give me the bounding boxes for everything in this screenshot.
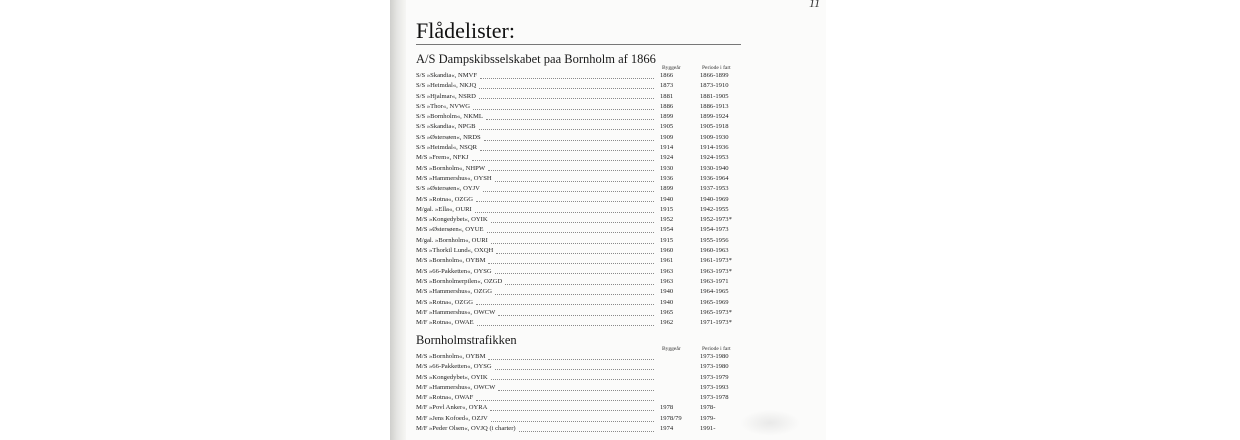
table-row — [416, 287, 746, 297]
build-year: 1936 — [660, 174, 674, 182]
service-period: 1866-1899 — [700, 72, 729, 79]
service-period: 1964-1965 — [700, 288, 729, 296]
ship-cell — [416, 403, 660, 413]
service-period: 1965-1969 — [700, 298, 729, 306]
scanned-page — [390, 0, 826, 440]
table-row — [416, 246, 746, 256]
service-period: 1937-1953 — [700, 185, 729, 193]
service-period: 1881-1905 — [700, 92, 729, 100]
service-period: 1936-1964 — [700, 174, 729, 182]
page-gutter-shadow — [390, 0, 406, 440]
column-header-period-2: Periode i fart — [702, 346, 731, 352]
dot-leader — [491, 221, 654, 223]
dot-leader — [498, 314, 654, 316]
ship-name: S/S »Hjalmar«, NSRD — [416, 92, 476, 100]
dot-leader — [483, 190, 654, 192]
ship-name: S/S »Thor«, NVWG — [416, 102, 471, 110]
ship-cell — [416, 318, 660, 328]
table-row — [416, 393, 746, 403]
ship-name: M/S »Frem«, NFKJ — [416, 154, 469, 162]
service-period: 1899-1924 — [700, 113, 729, 121]
table-row — [416, 383, 746, 393]
ship-name: M/S »Bornholmerpilen«, OZGD — [416, 277, 503, 285]
dot-leader — [480, 77, 654, 79]
dot-leader — [472, 159, 654, 161]
paper-smudge — [740, 410, 800, 436]
dot-leader — [495, 293, 654, 295]
build-year: 1963 — [660, 277, 674, 285]
ship-name: M/gal. »Bornholm«, OURI — [416, 236, 488, 244]
ship-cell — [416, 424, 660, 434]
ship-cell — [416, 383, 660, 393]
build-year: 1866 — [660, 72, 674, 79]
ship-cell — [416, 174, 660, 184]
service-period: 1909-1930 — [700, 133, 729, 141]
service-period: 1963-1971 — [700, 277, 729, 285]
ship-cell — [416, 373, 660, 383]
ship-cell — [416, 92, 660, 102]
ship-name: M/S »Bornholm«, NHPW — [416, 164, 486, 172]
ship-name: M/F »Hammershus«, OWCW — [416, 383, 496, 391]
ship-cell — [416, 143, 660, 153]
dot-leader — [479, 97, 654, 99]
service-period: 1954-1973 — [700, 226, 729, 234]
page-title: Flådelister: — [416, 18, 515, 43]
ship-name: S/S »Bornholm«, NKML — [416, 113, 483, 121]
ship-cell — [416, 236, 660, 246]
table-row — [416, 403, 746, 413]
table-row — [416, 205, 746, 215]
build-year: 1909 — [660, 133, 674, 141]
ship-cell — [416, 267, 660, 277]
dot-leader — [479, 128, 654, 130]
dot-leader — [491, 420, 654, 422]
service-period: 1991- — [700, 425, 716, 433]
service-period: 1973-1980 — [700, 353, 729, 360]
service-period: 1960-1963 — [700, 247, 729, 255]
ship-cell — [416, 81, 660, 91]
table-row — [416, 195, 746, 205]
ship-cell — [416, 393, 660, 403]
build-year: 1978/79 — [660, 414, 682, 422]
ship-cell — [416, 225, 660, 235]
table-row — [416, 215, 746, 225]
build-year: 1965 — [660, 308, 674, 316]
ship-cell — [416, 164, 660, 174]
build-year: 1915 — [660, 236, 674, 244]
dot-leader — [477, 324, 654, 326]
table-row — [416, 352, 746, 362]
fleet-table-bornholmstrafikken — [416, 352, 746, 434]
dot-leader — [487, 231, 654, 233]
dot-leader — [480, 149, 654, 151]
ship-name: M/S »Hammershus«, OYSH — [416, 174, 492, 182]
build-year: 1899 — [660, 113, 674, 121]
ship-name: M/S »Bornholm«, OYBM — [416, 257, 486, 265]
dot-leader — [496, 252, 654, 254]
service-period: 1905-1918 — [700, 123, 729, 131]
table-row — [416, 318, 746, 328]
table-row — [416, 133, 746, 143]
dot-leader — [495, 272, 654, 274]
service-period: 1924-1953 — [700, 154, 729, 162]
ship-cell — [416, 287, 660, 297]
service-period: 1973-1978 — [700, 394, 729, 402]
dot-leader — [519, 430, 654, 432]
ship-cell — [416, 112, 660, 122]
table-row — [416, 143, 746, 153]
service-period: 1914-1936 — [700, 144, 729, 152]
ship-name: M/F »Povl Anker«, OYRA — [416, 404, 488, 412]
build-year: 1873 — [660, 82, 674, 90]
ship-name: M/F »Rotna«, OWAE — [416, 319, 474, 327]
service-period: 1886-1913 — [700, 102, 729, 110]
dot-leader — [505, 283, 654, 285]
dot-leader — [473, 108, 654, 110]
build-year: 1940 — [660, 298, 674, 306]
ship-cell — [416, 246, 660, 256]
ship-cell — [416, 352, 660, 362]
ship-name: M/F »Hammershus«, OWCW — [416, 308, 496, 316]
ship-name: M/S »Kongedybet«, OYIK — [416, 216, 488, 224]
dot-leader — [475, 211, 654, 213]
build-year: 1960 — [660, 247, 674, 255]
table-row — [416, 81, 746, 91]
ship-cell — [416, 71, 660, 81]
service-period: 1955-1956 — [700, 236, 729, 244]
ship-name: M/F »Jens Kofoed«, OZJV — [416, 414, 488, 422]
table-row — [416, 277, 746, 287]
ship-name: S/S »Østersøen«, NRDS — [416, 133, 481, 141]
service-period: 1961-1973* — [700, 257, 732, 265]
fleet-table-dampskibsselskabet — [416, 71, 746, 328]
service-period: 1965-1973* — [700, 308, 732, 316]
ship-cell — [416, 298, 660, 308]
build-year: 1940 — [660, 195, 674, 203]
table-row — [416, 267, 746, 277]
service-period: 1973-1993 — [700, 383, 729, 391]
table-row — [416, 362, 746, 372]
build-year: 1954 — [660, 226, 674, 234]
build-year: 1905 — [660, 123, 674, 131]
build-year: 1978 — [660, 404, 674, 412]
section-heading-bornholmstrafikken: Bornholmstrafikken — [416, 333, 517, 347]
table-row — [416, 225, 746, 235]
ship-name: M/S »Kongedybet«, OYIK — [416, 373, 488, 381]
section-heading-dampskibsselskabet: A/S Dampskibsselskabet paa Bornholm af 1866 — [416, 52, 656, 66]
ship-cell — [416, 308, 660, 318]
service-period: 1942-1955 — [700, 205, 729, 213]
dot-leader — [476, 303, 654, 305]
dot-leader — [491, 242, 654, 244]
ship-name: S/S »Heimdal«, NSQR — [416, 144, 477, 152]
service-period: 1873-1910 — [700, 82, 729, 90]
table-row — [416, 122, 746, 132]
build-year: 1974 — [660, 425, 674, 433]
dot-leader — [476, 200, 654, 202]
dot-leader — [488, 169, 654, 171]
dot-leader — [491, 378, 654, 380]
dot-leader — [495, 180, 654, 182]
service-period: 1973-1979 — [700, 373, 729, 381]
table-row — [416, 256, 746, 266]
table-row — [416, 308, 746, 318]
ship-name: M/gal. »Ella«, OURI — [416, 205, 472, 213]
build-year: 1930 — [660, 164, 674, 172]
table-row — [416, 153, 746, 163]
table-row — [416, 236, 746, 246]
ship-cell — [416, 256, 660, 266]
service-period: 1963-1973* — [700, 267, 732, 275]
service-period: 1952-1973* — [700, 216, 732, 224]
ship-cell — [416, 277, 660, 287]
ship-name: M/S »Bornholm«, OYBM — [416, 353, 486, 360]
build-year: 1899 — [660, 185, 674, 193]
dot-leader — [488, 262, 654, 264]
ship-cell — [416, 122, 660, 132]
table-row — [416, 298, 746, 308]
dot-leader — [484, 139, 654, 141]
table-row — [416, 164, 746, 174]
dot-leader — [486, 118, 654, 120]
build-year: 1940 — [660, 288, 674, 296]
ship-name: M/S »Rotna«, OZGG — [416, 195, 473, 203]
ship-name: M/S »Østersøen«, OYUE — [416, 226, 484, 234]
build-year: 1915 — [660, 205, 674, 213]
table-row — [416, 112, 746, 122]
ship-name: M/S »Rotna«, OZGG — [416, 298, 473, 306]
table-row — [416, 102, 746, 112]
dot-leader — [498, 389, 654, 391]
table-row — [416, 424, 746, 434]
table-row — [416, 71, 746, 81]
ship-cell — [416, 133, 660, 143]
dot-leader — [476, 399, 654, 401]
dot-leader — [479, 87, 654, 89]
ship-cell — [416, 153, 660, 163]
ship-name: M/S »Hammershus«, OZGG — [416, 288, 493, 296]
ship-cell — [416, 205, 660, 215]
table-row — [416, 184, 746, 194]
ship-cell — [416, 215, 660, 225]
build-year: 1886 — [660, 102, 674, 110]
dot-leader — [495, 368, 654, 370]
table-row — [416, 414, 746, 424]
build-year: 1924 — [660, 154, 674, 162]
ship-cell — [416, 184, 660, 194]
service-period: 1978- — [700, 404, 716, 412]
build-year: 1961 — [660, 257, 674, 265]
service-period: 1971-1973* — [700, 319, 732, 327]
table-row — [416, 174, 746, 184]
ship-cell — [416, 195, 660, 205]
table-row — [416, 92, 746, 102]
build-year: 1952 — [660, 216, 674, 224]
column-header-built-2: Byggeår — [662, 346, 681, 352]
dot-leader — [488, 358, 654, 360]
table-row — [416, 373, 746, 383]
ship-name: S/S »Skandia«, NMVF — [416, 72, 478, 79]
build-year: 1963 — [660, 267, 674, 275]
ship-name: M/S »66-Pakketten«, OYSG — [416, 267, 492, 275]
column-header-period: Periode i fart — [702, 65, 731, 71]
ship-name: M/S »66-Pakketten«, OYSG — [416, 363, 492, 371]
ship-name: S/S »Østersøen«, OYJV — [416, 185, 480, 193]
ship-name: M/F »Peder Olsen«, OVJQ (i charter) — [416, 425, 516, 433]
build-year: 1914 — [660, 144, 674, 152]
ship-name: M/F »Rotna«, OWAF — [416, 394, 474, 402]
service-period: 1979- — [700, 414, 716, 422]
service-period: 1973-1980 — [700, 363, 729, 371]
service-period: 1930-1940 — [700, 164, 729, 172]
ship-cell — [416, 102, 660, 112]
ship-name: S/S »Heimdal«, NKJQ — [416, 82, 477, 90]
ship-name: M/S »Thorkil Lund«, OXQH — [416, 247, 494, 255]
page-number: 11 — [809, 0, 821, 10]
build-year: 1962 — [660, 319, 674, 327]
dot-leader — [490, 409, 654, 411]
title-underline — [416, 44, 741, 45]
ship-cell — [416, 362, 660, 372]
ship-cell — [416, 414, 660, 424]
service-period: 1940-1969 — [700, 195, 729, 203]
build-year: 1881 — [660, 92, 674, 100]
ship-name: S/S »Skandia«, NPGB — [416, 123, 476, 131]
column-header-built: Byggeår — [662, 65, 681, 71]
